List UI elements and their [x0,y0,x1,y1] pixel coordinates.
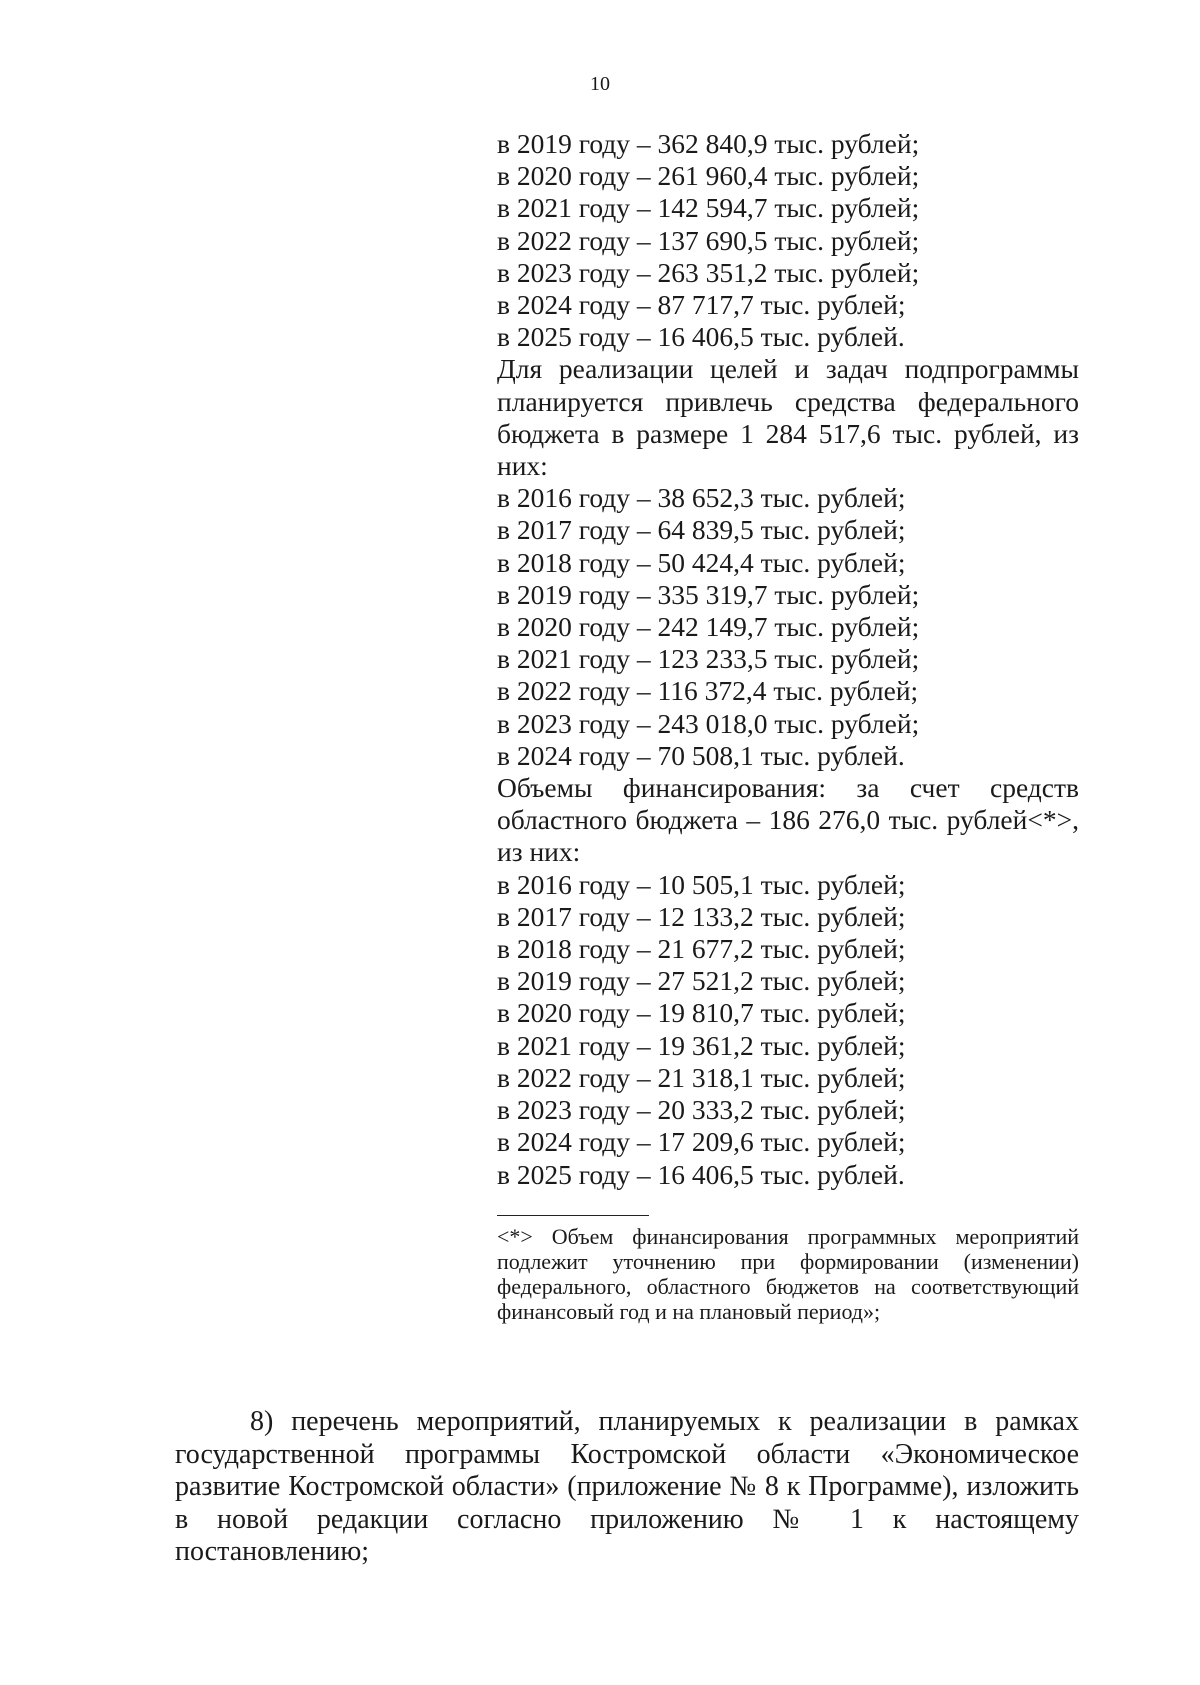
list-item: в 2022 году – 21 318,1 тыс. рублей; [497,1061,906,1093]
list-federal [497,482,1079,772]
list-item: в 2021 году – 123 233,5 тыс. рублей; [497,643,920,675]
item-8-paragraph: 8) перечень мероприятий, планируемых к реализации в рамках государственной программы Костромской области «Экономическое развитие Костромской области» (приложение № 8 к Программе), изложить в новой редакции согласно приложению № 1 к настоящему постановлению; [175,1406,1079,1567]
financing-column [497,128,1079,1325]
federal-budget-paragraph: Для реализации целей и задач подпрограммы планируется привлечь средства федерального бюджета в размере 1 284 517,6 тыс. рублей, из них: [497,353,1079,482]
list-item: в 2023 году – 263 351,2 тыс. рублей; [497,256,920,288]
list-item: в 2018 году – 50 424,4 тыс. рублей; [497,546,906,578]
list-item: в 2018 году – 21 677,2 тыс. рублей; [497,933,906,965]
list-item: в 2023 году – 243 018,0 тыс. рублей; [497,707,920,739]
list-item: в 2020 году – 242 149,7 тыс. рублей; [497,611,920,643]
footnote-divider [497,1215,649,1216]
list-item: в 2017 году – 64 839,5 тыс. рублей; [497,514,906,546]
list-item: в 2016 году – 10 505,1 тыс. рублей; [497,868,906,900]
page-number: 10 [590,73,610,95]
list-item: в 2022 году – 137 690,5 тыс. рублей; [497,224,920,256]
list-item: в 2016 году – 38 652,3 тыс. рублей; [497,482,906,514]
list-item: в 2023 году – 20 333,2 тыс. рублей; [497,1094,906,1126]
list-item: в 2019 году – 335 319,7 тыс. рублей; [497,578,920,610]
list-item: в 2020 году – 19 810,7 тыс. рублей; [497,997,906,1029]
list-item: в 2021 году – 19 361,2 тыс. рублей; [497,1029,906,1061]
list-item: в 2024 году – 17 209,6 тыс. рублей; [497,1126,906,1158]
list-item: в 2019 году – 362 840,9 тыс. рублей; [497,128,920,159]
footnote: <*> Объем финансирования программных мероприятий подлежит уточнению при формировании (изменении) федерального, областного бюджетов на соответствующий финансовый год и на плановый период»; [497,1223,1079,1325]
regional-budget-paragraph: Объемы финансирования: за счет средств областного бюджета – 186 276,0 тыс. рублей<*>, из них: [497,772,1079,868]
list-2019-2025 [497,128,1079,353]
list-item: в 2019 году – 27 521,2 тыс. рублей; [497,965,906,997]
list-item: в 2025 году – 16 406,5 тыс. рублей. [497,1158,905,1190]
list-item: в 2020 году – 261 960,4 тыс. рублей; [497,160,920,192]
list-item: в 2025 году – 16 406,5 тыс. рублей. [497,321,905,353]
list-item: в 2017 году – 12 133,2 тыс. рублей; [497,900,906,932]
list-item: в 2021 году – 142 594,7 тыс. рублей; [497,192,920,224]
list-item: в 2022 году – 116 372,4 тыс. рублей; [497,675,919,707]
list-regional [497,869,1079,1191]
list-item: в 2024 году – 70 508,1 тыс. рублей. [497,739,905,771]
list-item: в 2024 году – 87 717,7 тыс. рублей; [497,289,906,321]
